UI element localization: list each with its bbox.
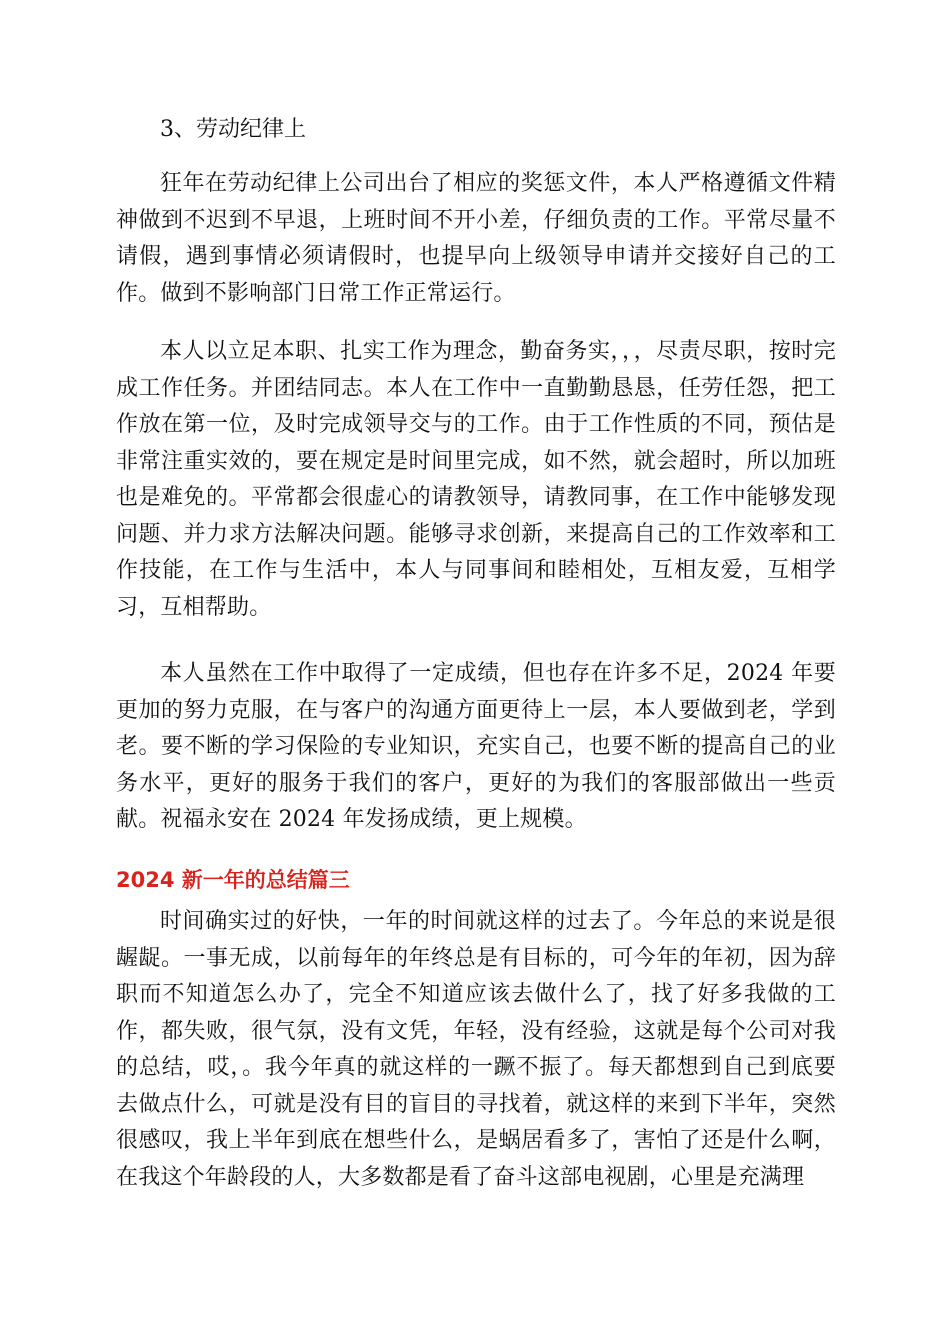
paragraph-year-summary: 时间确实过的好快，一年的时间就这样的过去了。今年总的来说是很龌龊。一事无成，以前每年的年终总是有目标的，可今年的年初，因为辞职而不知道怎么办了，完全不知道应该去做什么了，找了好多我做的工作，都失败，很气氛，没有文凭，年轻，没有经验，这就是每个公司对我的总结，哎，。我今年真的就这样的一蹶不振了。每天都想到自己到底要去做点什么，可就是没有目的盲目的寻找着，就这样的来到下半年，突然很感叹，我上半年到底在想些什么，是蜗居看多了，害怕了还是什么啊，在我这个年龄段的人，大多数都是看了奋斗这部电视剧，心里是充满理: [116, 909, 836, 1190]
subsection-heading: 3、劳动纪律上: [160, 117, 306, 142]
paragraph-work-attitude: 本人以立足本职、扎实工作为理念，勤奋务实，，，尽责尽职，按时完成工作任务。并团结同志。本人在工作中一直勤勤恳恳，任劳任怨，把工作放在第一位，及时完成领导交与的工作。由于工作性质的不同，预估是非常注重实效的，要在规定是时间里完成，如不然，就会超时，所以加班也是难免的。平常都会很虚心的请教领导，请教同事，在工作中能够发现问题、并力求方法解决问题。能够寻求创新，来提高自己的工作效率和工作技能，在工作与生活中，本人与同事间和睦相处，互相友爱，互相学习，互相帮助。: [116, 339, 836, 620]
paragraph-labor-discipline: 狂年在劳动纪律上公司出台了相应的奖惩文件，本人严格遵循文件精神做到不迟到不早退，上班时间不开小差，仔细负责的工作。平常尽量不请假，遇到事情必须请假时，也提早向上级领导申请并交接好自己的工作。做到不影响部门日常工作正常运行。: [116, 171, 836, 306]
section-title: 2024 新一年的总结篇三: [116, 868, 350, 892]
paragraph-shortcomings: 本人虽然在工作中取得了一定成绩，但也存在许多不足，2024 年要更加的努力克服，在与客户的沟通方面更待上一层，本人要做到老，学到老。要不断的学习保险的专业知识，充实自己，也要不断的提高自己的业务水平，更好的服务于我们的客户，更好的为我们的客服部做出一些贡献。祝福永安在 2024 年发扬成绩，更上规模。: [116, 661, 836, 832]
